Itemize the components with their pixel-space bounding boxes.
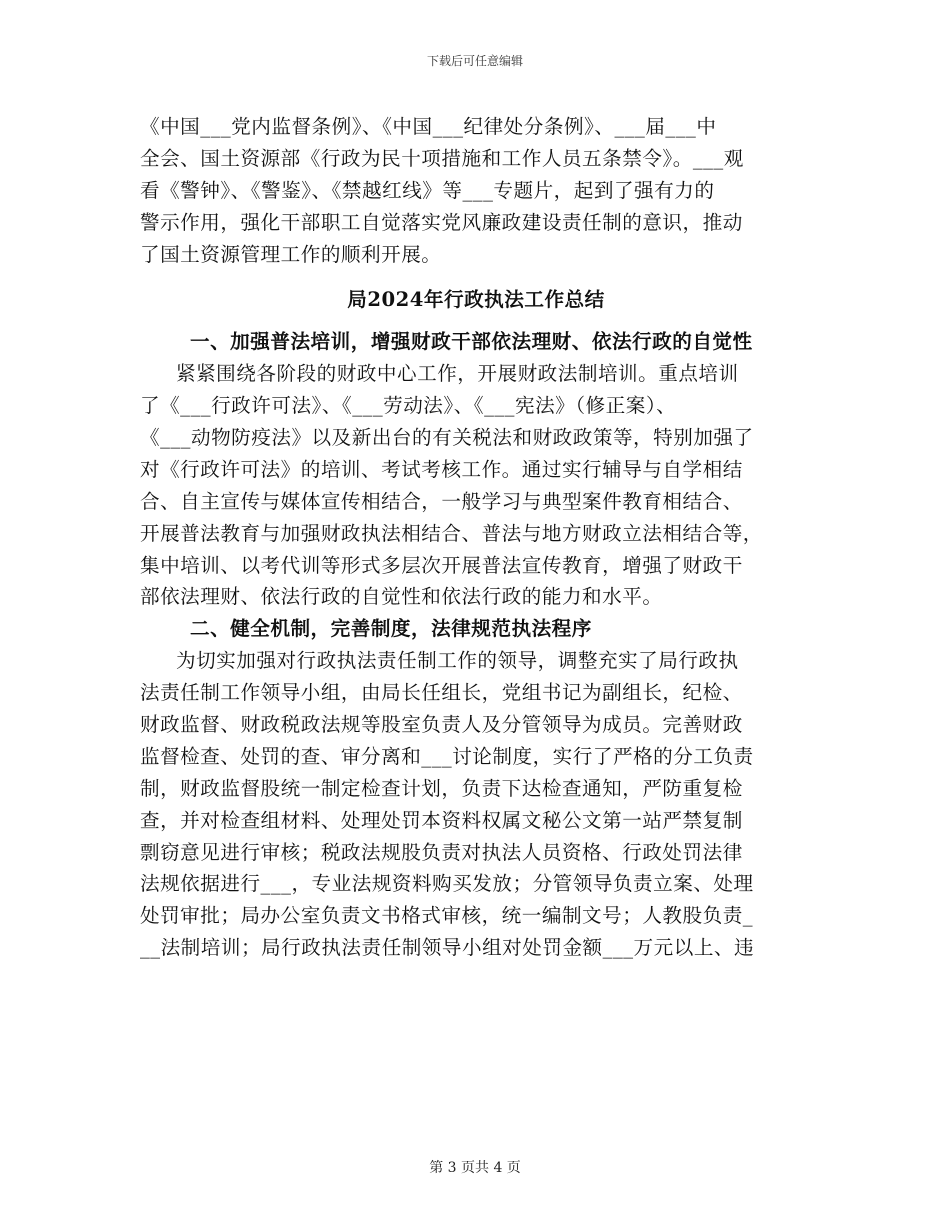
section-heading: 二、健全机制，完善制度，法律规范执法程序 [190, 617, 592, 641]
text-line: 部依法理财、依法行政的自觉性和依法行政的能力和水平。 [140, 585, 663, 609]
text-line: 为切实加强对行政执法责任制工作的领导，调整充实了局行政执 [176, 649, 739, 673]
page-footer: 第 3 页共 4 页 [429, 1160, 521, 1176]
text-line: 开展普法教育与加强财政执法相结合、普法与地方财政立法相结合等， [140, 521, 763, 545]
document-body [140, 111, 812, 964]
text-line: 看《警钟》、《警鉴》、《禁越红线》等___专题片，起到了强有力的 [140, 178, 715, 202]
page-header: 下载后可任意编辑 [426, 54, 523, 68]
text-line: 处罚审批；局办公室负责文书格式审核，统一编制文号；人教股负责_ [140, 904, 754, 928]
text-line: 集中培训、以考代训等形式多层次开展普法宣传教育，增强了财政干 [140, 553, 743, 577]
text-line: 财政监督、财政税政法规等股室负责人及分管领导为成员。完善财政 [140, 713, 743, 737]
section-heading: 一、加强普法培训，增强财政干部依法理财、依法行政的自觉性 [190, 330, 753, 354]
section-1 [140, 326, 812, 613]
intro-paragraph [140, 111, 812, 270]
text-line: 警示作用，强化干部职工自觉落实党风廉政建设责任制的意识，推动 [140, 210, 743, 234]
text-line: 紧紧围绕各阶段的财政中心工作，开展财政法制培训。重点培训 [176, 362, 739, 386]
text-line: __法制培训；局行政执法责任制领导小组对处罚金额___万元以上、违 [140, 936, 755, 960]
section-2 [140, 613, 812, 964]
text-line: 《中国___党内监督条例》、《中国___纪律处分条例》、___届___中 [140, 115, 717, 138]
text-line: 对《行政许可法》的培训、考试考核工作。通过实行辅导与自学相结 [140, 457, 743, 481]
text-line: 监督检查、处罚的查、审分离和___讨论制度，实行了严格的分工负责 [140, 744, 754, 768]
text-line: 了国土资源管理工作的顺利开展。 [140, 242, 442, 266]
text-line: 了《___行政许可法》、《___劳动法》、《___宪法》（修正案）、 [140, 394, 677, 418]
text-line: 剽窃意见进行审核；税政法规股负责对执法人员资格、行政处罚法律 [140, 840, 743, 864]
text-line: 制，财政监督股统一制定检查计划，负责下达检查通知，严防重复检 [140, 776, 743, 800]
text-line: 全会、国土资源部《行政为民十项措施和工作人员五条禁令》。___观 [140, 146, 744, 170]
text-line: 法规依据进行___，专业法规资料购买发放；分管领导负责立案、处理 [140, 872, 754, 896]
text-line: 合、自主宣传与媒体宣传相结合，一般学习与典型案件教育相结合、 [140, 489, 743, 513]
text-line: 《___动物防疫法》以及新出台的有关税法和财政政策等，特别加强了 [140, 426, 754, 450]
text-line: 法责任制工作领导小组，由局长任组长，党组书记为副组长，纪检、 [140, 681, 743, 705]
document-title: 局2024年行政执法工作总结 [347, 288, 605, 312]
text-line: 查，并对检查组材料、处理处罚本资料权属文秘公文第一站严禁复制 [140, 808, 743, 832]
